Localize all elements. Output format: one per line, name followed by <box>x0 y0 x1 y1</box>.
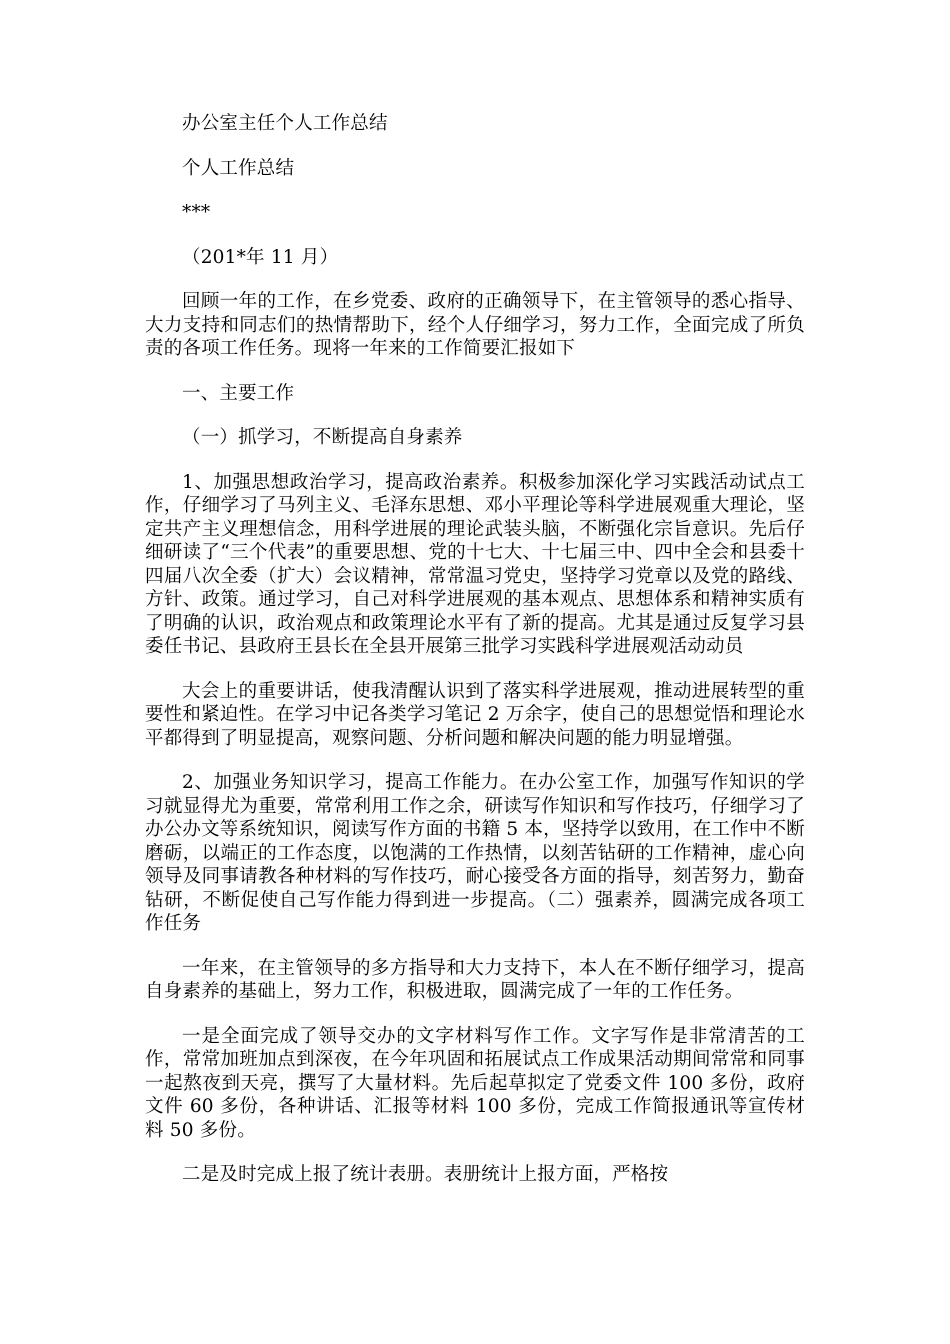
paragraph-business-study: 2、加强业务知识学习，提高工作能力。在办公室工作，加强写作知识的学习就显得尤为重要，常常利用工作之余，研读写作知识和写作技巧，仔细学习了办公办文等系统知识，阅读写作方面的书籍 5 本，坚持学以致用，在工作中不断磨砺，以端正的工作态度，以饱满的工作热情，以刻苦钻研的工作精神，虚心向领导及同事请教各种材料的写作技巧，耐心接受各方面的指导，刻苦努力，勤奋钻研，不断促使自己写作能力得到进一步提高。（二）强素养，圆满完成各项工作任务 <box>145 772 805 934</box>
document-title: 办公室主任个人工作总结 <box>182 113 388 134</box>
paragraph-writing-work: 一是全面完成了领导交办的文字材料写作工作。文字写作是非常清苦的工作，常常加班加点到深夜，在今年巩固和拓展试点工作成果活动期间常常和同事一起熬夜到天亮，撰写了大量材料。先后起草拟定了党委文件 100 多份，政府文件 60 多份，各种讲话、汇报等材料 100 多份，完成工作简报通讯等宣传材料 50 多份。 <box>145 1025 805 1141</box>
paragraph-intro: 回顾一年的工作，在乡党委、政府的正确领导下，在主管领导的悉心指导、大力支持和同志们的热情帮助下，经个人仔细学习，努力工作，全面完成了所负责的各项工作任务。现将一年来的工作简要汇报如下 <box>145 291 805 359</box>
paragraph-meeting-speech: 大会上的重要讲话，使我清醒认识到了落实科学进展观，推动进展转型的重要性和紧迫性。在学习中记各类学习笔记 2 万余字，使自己的思想觉悟和理论水平都得到了明显提高，观察问题、分析问题和解决问题的能力明显增强。 <box>145 680 805 749</box>
document-date: （201*年 11 月） <box>182 246 339 268</box>
document-author: *** <box>182 202 211 223</box>
document-page <box>145 112 805 1208</box>
subsection-heading-study: （一）抓学习，不断提高自身素养 <box>182 427 463 448</box>
document-subtitle: 个人工作总结 <box>182 157 295 179</box>
paragraph-political-study: 1、加强思想政治学习，提高政治素养。积极参加深化学习实践活动试点工作，仔细学习了马列主义、毛泽东思想、邓小平理论等科学进展观重大理论，坚定共产主义理想信念，用科学进展的理论武装头脑，不断强化宗旨意识。先后仔细研读了“三个代表”的重要思想、党的十七大、十七届三中、四中全会和县委十四届八次全委（扩大）会议精神，常常温习党史，坚持学习党章以及党的路线、方针、政策。通过学习，自己对科学进展观的基本观点、思想体系和精神实质有了明确的认识，政治观点和政策理论水平有了新的提高。尤其是通过反复学习县委任书记、县政府王县长在全县开展第三批学习实践科学进展观活动动员 <box>145 471 805 657</box>
paragraph-year-summary: 一年来，在主管领导的多方指导和大力支持下，本人在不断仔细学习，提高自身素养的基础上，努力工作，积极进取，圆满完成了一年的工作任务。 <box>145 957 805 1002</box>
paragraph-statistics: 二是及时完成上报了统计表册。表册统计上报方面，严格按 <box>182 1164 669 1185</box>
section-heading-main-work: 一、主要工作 <box>182 382 295 404</box>
